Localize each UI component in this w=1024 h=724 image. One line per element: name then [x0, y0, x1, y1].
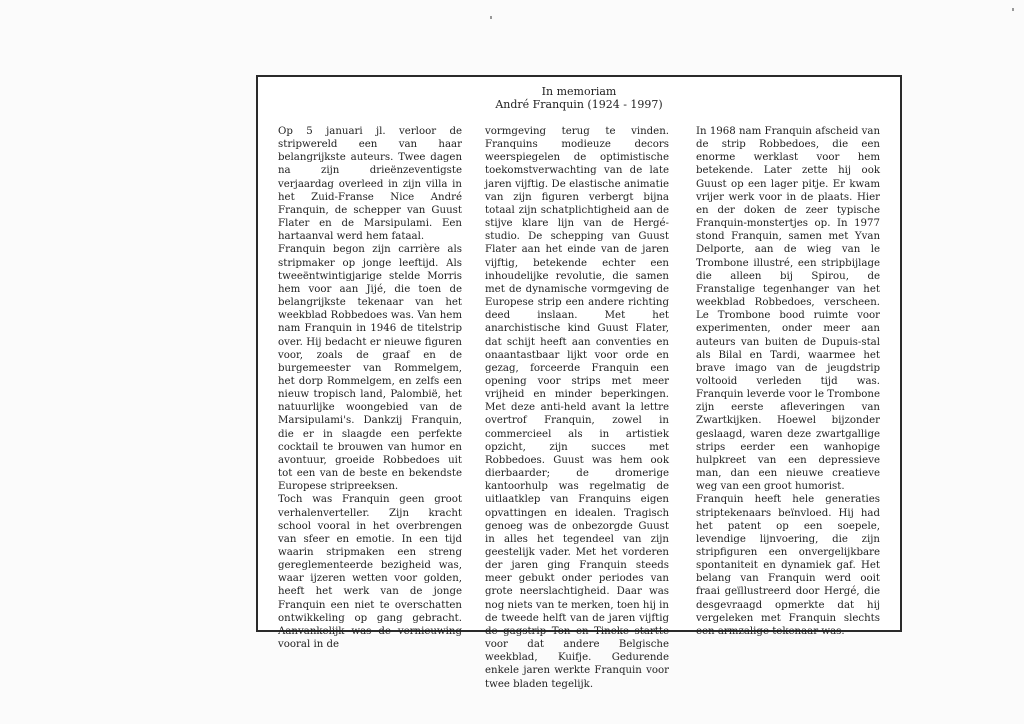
paragraph: Franquin heeft hele generaties striptekenaars beïnvloed. Hij had het patent op een soepele, levendige lijnvoering, die zijn stripfiguren een onvergelijkbare spontaniteit en dynamiek gaf. Het belang van Franquin werd ooit fraai geïllustreerd door Hergé, die desgevraagd opmerkte dat hij vergeleken met Franquin slechts een armzalige tekenaar was.	[696, 494, 880, 637]
paragraph: vormgeving terug te vinden. Franquins modieuze decors weerspiegelen de optimistische toekomstverwachting van de late jaren vijftig. De elastische animatie van zijn figuren verbergt bijna totaal zijn schatplichtigheid aan de stijve klare lijn van de Hergé-studio. De schepping van Guust Flater aan het einde van de jaren vijftig, betekende echter een inhoudelijke revolutie, die samen met de dynamische vormgeving de Europese strip een andere richting deed inslaan. Met het anarchistische kind Guust Flater, dat schijt heeft aan conventies en onaantastbaar lijkt voor orde en gezag, forceerde Franquin een opening voor strips met meer vrijheid en minder beperkingen. Met deze anti-held avant la lettre overtrof Franquin, zowel in commercieel als in artistiek opzicht, zijn succes met Robbedoes. Guust was hem ook dierbaarder; de dromerige kantoorhulp was regelmatig de uitlaatklep van Franquins eigen opvattingen en idealen. Tragisch genoeg was de onbezorgde Guust in alles het tegendeel van zijn geestelijk vader. Met het vorderen der jaren ging Franquin steeds meer gebukt onder periodes van grote neerslachtigheid. Daar was nog niets van te merken, toen hij in de tweede helft van de jaren vijftig de gagstrip Ton en Tineke startte voor dat andere Belgische weekblad, Kuifje. Gedurende enkele jaren werkte Franquin voor twee bladen tegelijk.	[485, 126, 669, 690]
article-subtitle: André Franquin (1924 - 1997)	[495, 98, 663, 111]
article-column-1	[278, 125, 462, 651]
article-column-3	[696, 125, 881, 637]
scan-speck	[1012, 8, 1014, 11]
article-columns	[278, 125, 882, 690]
scan-speck	[490, 16, 492, 19]
article-title: In memoriam	[541, 85, 617, 98]
paragraph: In 1968 nam Franquin afscheid van de strip Robbedoes, die een enorme werklast voor hem betekende. Later zette hij ook Guust op een lager pitje. Er kwam vrijer werk voor in de plaats. Hier en der doken de zeer typische Franquin-monstertjes op. In 1977 stond Franquin, samen met Yvan Delporte, aan de wieg van le Trombone illustré, een stripbijlage die alleen bij Spirou, de Franstalige tegenhanger van het weekblad Robbedoes, verscheen. Le Trombone bood ruimte voor experimenten, onder meer aan auteurs van buiten de Dupuis-stal als Bilal en Tardi, waarmee het brave imago van de jeugdstrip voltooid verleden tijd was. Franquin leverde voor le Trombone zijn eerste afleveringen van Zwartkijken. Hoewel bijzonder geslaagd, waren deze zwartgallige strips eerder een wanhopige hulpkreet van een depressieve man, dan een nieuwe creatieve weg van een groot humorist.	[696, 126, 881, 493]
paragraph: Toch was Franquin geen groot verhalenverteller. Zijn kracht school vooral in het overbrengen van sfeer en emotie. In een tijd waarin stripmaken een streng gereglementeerde bezigheid was, waar ijzeren wetten voor golden, heeft het werk van de jonge Franquin een niet te overschatten ontwikkeling op gang gebracht. Aanvankelijk was de vernieuwing vooral in de	[278, 494, 462, 651]
newspaper-clipping	[256, 75, 902, 690]
article-column-2	[485, 125, 669, 690]
article-header	[258, 77, 900, 111]
paragraph: Franquin begon zijn carrière als stripmaker op jonge leeftijd. Als tweeëntwintigjarige stelde Morris hem voor aan Jijé, die toen de belangrijkste tekenaar van het weekblad Robbedoes was. Van hem nam Franquin in 1946 de titelstrip over. Hij bedacht er nieuwe figuren voor, zoals de graaf en de burgemeester van Rommelgem, het dorp Rommelgem, en zelfs een nieuw tropisch land, Palombië, het natuurlijke woongebied van de Marsipulami's. Dankzij Franquin, die er in slaagde een perfekte cocktail te brouwen van humor en avontuur, groeide Robbedoes uit tot een van de beste en bekendste Europese stripreeksen.	[278, 244, 462, 493]
paragraph: Op 5 januari jl. verloor de stripwereld een van haar belangrijkste auteurs. Twee dagen na zijn drieënzeventigste verjaardag overleed in zijn villa in het Zuid-Franse Nice André Franquin, de schepper van Guust Flater en de Marsipulami. Een hartaanval werd hem fataal.	[278, 126, 462, 243]
